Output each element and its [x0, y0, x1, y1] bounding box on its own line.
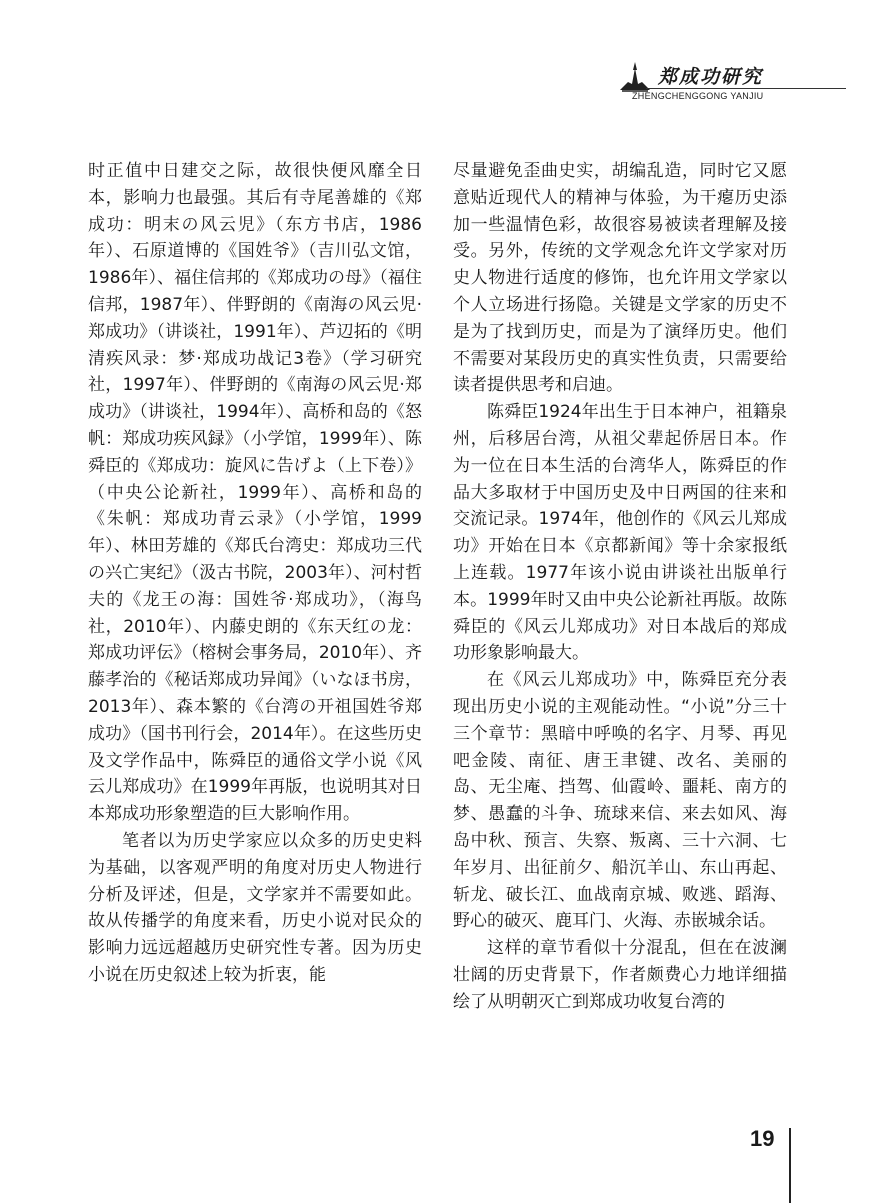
paragraph: 笔者以为历史学家应以众多的历史史料为基础，以客观严明的角度对历史人物进行分析及评述，但是，文学家并不需要如此。故从传播学的角度来看，历史小说对民众的影响力远远超越历史研究性专著。因为历史小说在历史叙述上较为折衷，能 [88, 830, 422, 985]
journal-subtitle: ZHENGCHENGGONG YANJIU [632, 91, 764, 101]
page-number: 19 [750, 1126, 775, 1151]
journal-header [610, 58, 850, 108]
journal-title: 郑成功研究 [658, 66, 764, 88]
paragraph: 尽量避免歪曲史实，胡编乱造，同时它又愿意贴近现代人的精神与体验，为干瘪历史添加一些温情色彩，故很容易被读者理解及接受。另外，传统的文学观念允许文学家对历史人物进行适度的修饰，也允许用文学家以个人立场进行扬隐。关键是文学家的历史不是为了找到历史，而是为了演绎历史。他们不需要对某段历史的真实性负责，只需要给读者提供思考和启迪。 [453, 161, 787, 396]
left-column [88, 158, 422, 989]
header-rule [646, 88, 846, 89]
page-rule [789, 1128, 791, 1203]
paragraph: 在《风云儿郑成功》中，陈舜臣充分表现出历史小说的主观能动性。“小说”分三十三个章节：黑暗中呼唤的名字、月琴、再见吧金陵、南征、唐王聿键、改名、美丽的岛、无尘庵、挡驾、仙霞岭、噩耗、南方的梦、愚蠢的斗争、琉球来信、来去如风、海岛中秋、预言、失察、叛离、三十六洞、七年岁月、出征前夕、船沉羊山、东山再起、斩龙、破长江、血战南京城、败逃、蹈海、野心的破灭、鹿耳门、火海、赤嵌城余话。 [453, 670, 787, 932]
paragraph: 时正值中日建交之际，故很快便风靡全日本，影响力也最强。其后有寺尾善雄的《郑成功：明末の风云児》（东方书店，1986年）、石原道博的《国姓爷》（吉川弘文馆，1986年）、福住信邦的《郑成功の母》（福住信邦，1987年）、伴野朗的《南海の风云児·郑成功》（讲谈社，1991年）、芦辺拓的《明清疾风录：梦·郑成功战记3卷》（学习研究社，1997年）、伴野朗的《南海の风云児·郑成功》（讲谈社，1994年）、高桥和岛的《怒帆：郑成功疾风録》（小学馆，1999年）、陈舜臣的《郑成功：旋风に告げよ（上下卷）》（中央公论新社，1999年）、高桥和岛的《朱帆：郑成功青云录》（小学馆，1999年）、林田芳雄的《郑氏台湾史：郑成功三代の兴亡実纪》（汲古书院，2003年）、河村哲夫的《龙王の海：国姓爷·郑成功》，（海鸟社，2010年）、内藤史朗的《东天红の龙：郑成功评伝》（榕树会事务局，2010年）、齐藤孝治的《秘话郑成功异闻》（いなほ书房，2013年）、森本繁的《台湾の开祖国姓爷郑成功》（国书刊行会，2014年）。在这些历史及文学作品中，陈舜臣的通俗文学小说《风云儿郑成功》在1999年再版，也说明其对日本郑成功形象塑造的巨大影响作用。 [88, 161, 422, 825]
right-column [453, 158, 787, 1016]
paragraph: 这样的章节看似十分混乱，但在在波澜壮阔的历史背景下，作者颇费心力地详细描绘了从明朝灭亡到郑成功收复台湾的 [453, 938, 787, 1012]
paragraph: 陈舜臣1924年出生于日本神户，祖籍泉州，后移居台湾，从祖父辈起侨居日本。作为一位在日本生活的台湾华人，陈舜臣的作品大多取材于中国历史及中日两国的往来和交流记录。1974年，他创作的《风云儿郑成功》开始在日本《京都新闻》等十余家报纸上连载。1977年该小说由讲谈社出版单行本。1999年时又由中央公论新社再版。故陈舜臣的《风云儿郑成功》对日本战后的郑成功形象影响最大。 [453, 402, 787, 664]
